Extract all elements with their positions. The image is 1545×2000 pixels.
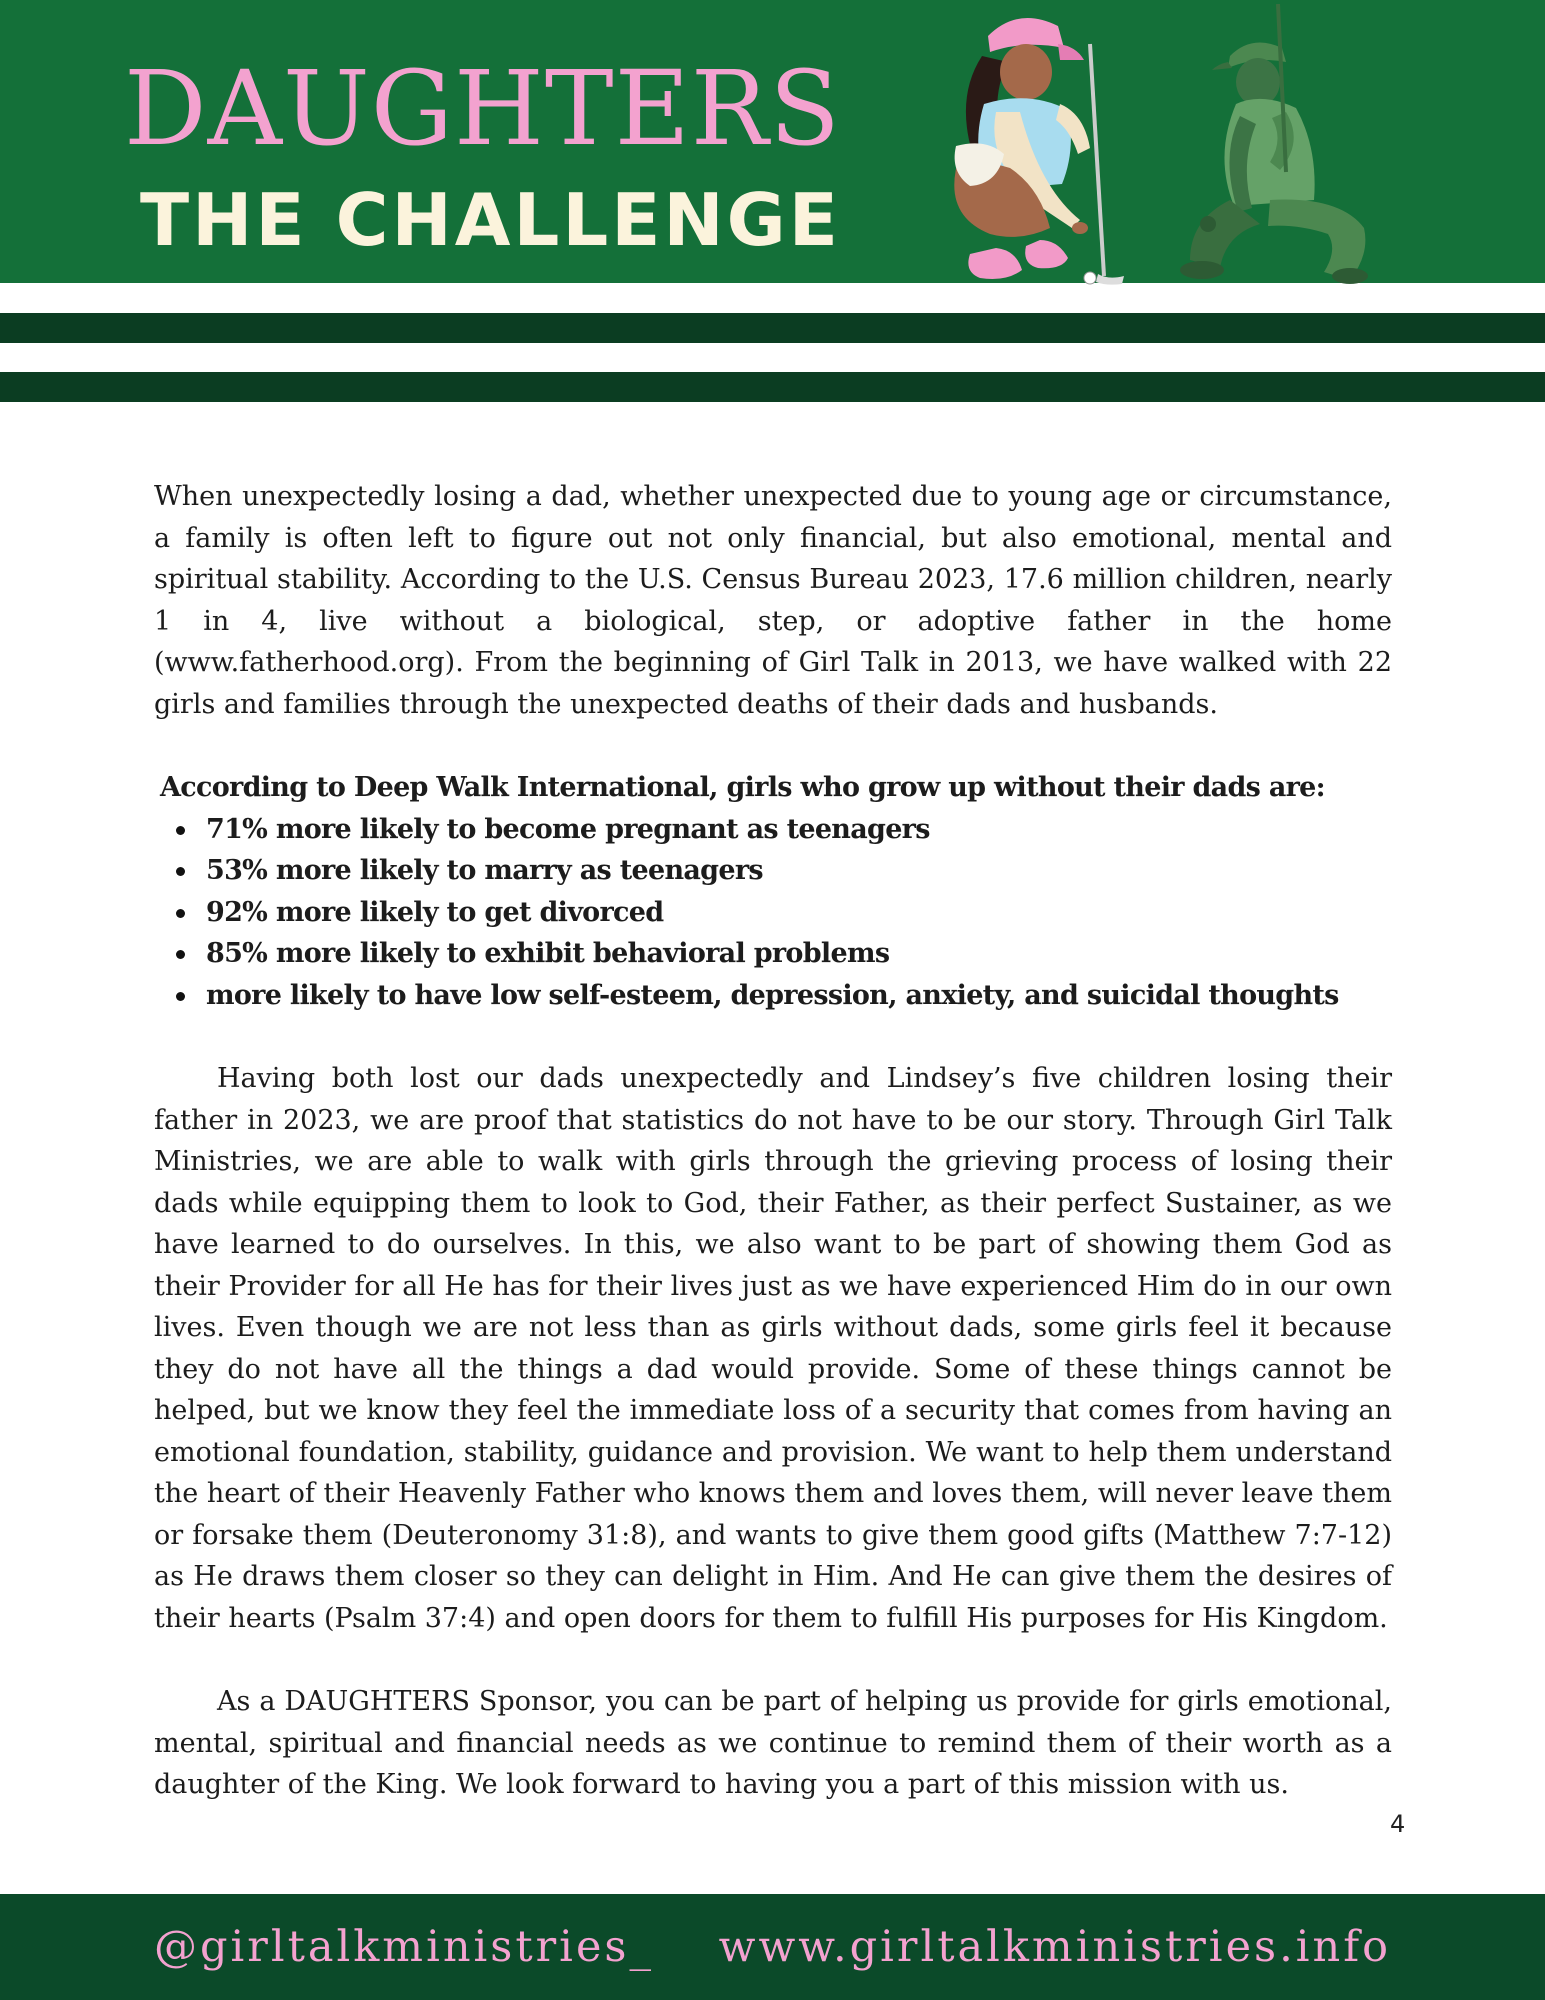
background-golfer [1180, 4, 1368, 284]
list-item: 53% more likely to marry as teenagers [206, 850, 1392, 892]
main-content [154, 476, 1392, 1806]
page-number: 4 [1390, 1810, 1406, 1838]
social-handle: @girltalkministries_ [154, 1922, 654, 1972]
golf-players-illustration [940, 4, 1420, 294]
foreground-golfer [954, 18, 1124, 285]
website-link: www.girltalkministries.info [718, 1922, 1391, 1972]
list-item: 92% more likely to get divorced [206, 892, 1392, 934]
page-title: DAUGHTERS [124, 49, 841, 169]
stats-intro: According to Deep Walk International, girls who grow up without their dads are: [160, 772, 1325, 803]
header-stripe-top [0, 313, 1545, 343]
header-stripe-bottom [0, 372, 1545, 402]
list-item: 71% more likely to become pregnant as teenagers [206, 809, 1392, 851]
middle-paragraph: Having both lost our dads unexpectedly and Lindsey’s five children losing their father in 2023, we are proof that statistics do not have to be our story. Through Girl Talk Ministries, we are able to walk with girls through the grieving process of losing their dads while equipping them to look to God, their Father, as their perfect Sustainer, as we have learned to do ourselves. In this, we also want to be part of showing them God as their Provider for all He has for their lives just as we have experienced Him do in our own lives. Even though we are not less than as girls without dads, some girls feel it because they do not have all the things a dad would provide. Some of these things cannot be helped, but we know they feel the immediate loss of a security that comes from having an emotional foundation, stability, guidance and provision. We want to help them understand the heart of their Heavenly Father who knows them and loves them, will never leave them or forsake them (Deuteronomy 31:8), and wants to give them good gifts (Matthew 7:7-12) as He draws them closer so they can delight in Him. And He can give them the desires of their hearts (Psalm 37:4) and open doors for them to fulfill His purposes for His Kingdom. [154, 1063, 1392, 1634]
list-item: more likely to have low self-esteem, depression, anxiety, and suicidal thoughts [206, 975, 1392, 1017]
list-item: 85% more likely to exhibit behavioral problems [206, 933, 1392, 975]
footer-banner [0, 1894, 1545, 2000]
page-subtitle: THE CHALLENGE [140, 178, 841, 262]
header-banner [0, 0, 1545, 283]
intro-paragraph: When unexpectedly losing a dad, whether unexpected due to young age or circumstance, a family is often left to figure out not only financial, but also emotional, mental and spiritual stability. According to the U.S. Census Bureau 2023, 17.6 million children, nearly 1 in 4, live without a biological, step, or adoptive father in the home (www.fatherhood.org). From the beginning of Girl Talk in 2013, we have walked with 22 girls and families through the unexpected deaths of their dads and husbands. [154, 481, 1392, 720]
closing-paragraph: As a DAUGHTERS Sponsor, you can be part of helping us provide for girls emotional, mental, spiritual and financial needs as we continue to remind them of their worth as a daughter of the King. We look forward to having you a part of this mission with us. [154, 1686, 1392, 1800]
stats-list [154, 809, 1392, 1017]
